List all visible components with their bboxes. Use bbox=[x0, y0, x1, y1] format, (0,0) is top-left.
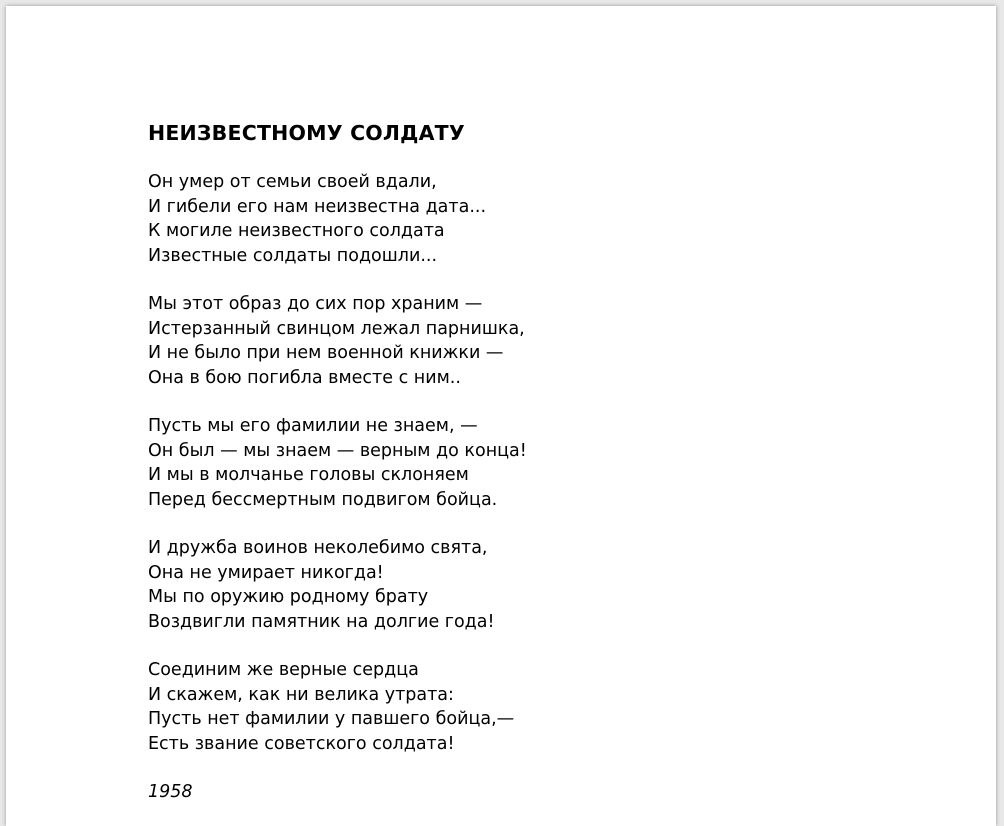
poem-line: Она не умирает никогда! bbox=[148, 562, 384, 583]
poem-line: Пусть мы его фамилии не знаем, — bbox=[148, 416, 478, 436]
stanza-4 bbox=[148, 536, 848, 634]
poem-line: Он умер от семьи своей вдали, bbox=[148, 172, 437, 192]
poem-line: Мы по оружию родному брату bbox=[148, 587, 429, 607]
poem-line: Истерзанный свинцом лежал парнишка, bbox=[148, 318, 525, 339]
poem-year: 1958 bbox=[148, 782, 193, 802]
stanza-2 bbox=[148, 292, 848, 390]
poem-line: И скажем, как ни велика утрата: bbox=[148, 684, 454, 705]
poem-line: Мы этот образ до сих пор храним — bbox=[148, 294, 483, 314]
stanza-1 bbox=[148, 170, 848, 268]
poem-title: НЕИЗВЕСТНОМУ СОЛДАТУ bbox=[148, 121, 465, 145]
poem-line: И не было при нем военной книжки — bbox=[148, 343, 504, 363]
poem-line: Она в бою погибла вместе с ним.. bbox=[148, 367, 461, 388]
poem-line: И гибели его нам неизвестна дата... bbox=[148, 196, 487, 217]
poem-line: Пусть нет фамилии у павшего бойца,— bbox=[148, 709, 515, 729]
poem-line: Известные солдаты подошли... bbox=[148, 245, 438, 266]
stanza-3 bbox=[148, 414, 848, 512]
stanza-5 bbox=[148, 658, 848, 756]
document-page bbox=[6, 6, 996, 826]
poem-line: Перед бессмертным подвигом бойца. bbox=[148, 489, 498, 510]
poem-line: И дружба воинов неколебимо свята, bbox=[148, 538, 488, 558]
poem-line: К могиле неизвестного солдата bbox=[148, 221, 445, 241]
poem-line: Воздвигли памятник на долгие года! bbox=[148, 611, 495, 632]
poem-line: Соединим же верные сердца bbox=[148, 660, 419, 680]
poem-line: И мы в молчанье головы склоняем bbox=[148, 465, 469, 485]
poem bbox=[148, 119, 848, 805]
poem-line: Есть звание советского солдата! bbox=[148, 733, 455, 754]
poem-line: Он был — мы знаем — верным до конца! bbox=[148, 440, 527, 461]
